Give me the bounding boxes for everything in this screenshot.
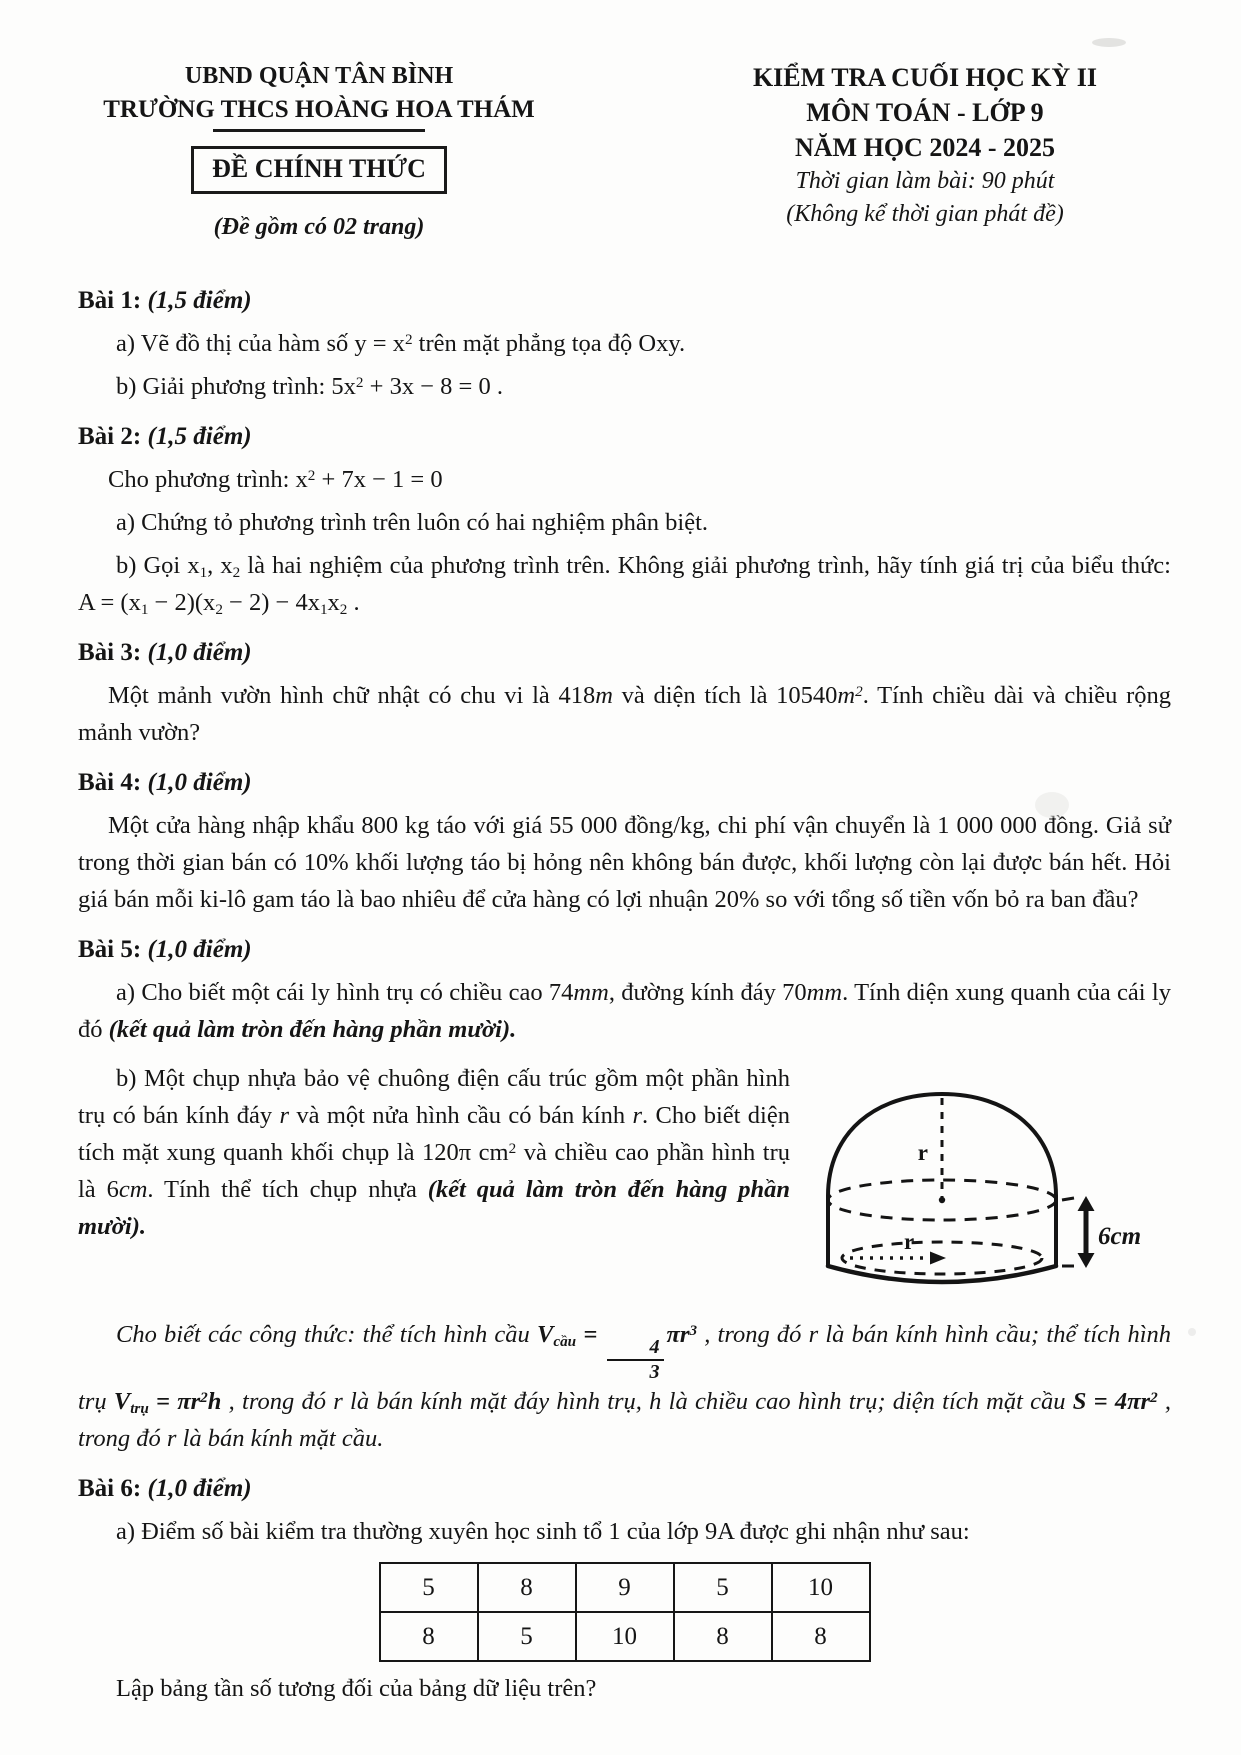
score-cell: 10	[576, 1612, 674, 1661]
exam-header	[0, 0, 1241, 241]
radius-label-bottom: r	[904, 1229, 915, 1254]
problem-2a: a) Chứng tỏ phương trình trên luôn có hai nghiệm phân biệt.	[116, 509, 709, 536]
score-cell: 8	[478, 1563, 576, 1612]
bell-cover-figure	[804, 1088, 1162, 1310]
center-dot	[939, 1197, 945, 1203]
problem-5-heading: Bài 5: (1,0 điểm)	[78, 936, 252, 963]
score-cell: 5	[674, 1563, 772, 1612]
score-row-2	[380, 1612, 870, 1661]
tick-top	[1062, 1198, 1074, 1200]
formulas-note: Cho biết các công thức: thể tích hình cầu $V_{cầu}$ = $\frac{4}{3}$ $\pi r^3$ , trong đó r là bán kính hình cầu; thể tích hình trụ $V_{trụ} = \pi r^2h$ , trong đó r là bán kính mặt đáy hình trụ, h là chiều cao hình trụ; diện tích mặt cầu $S = 4\pi r^2$ , trong đó r là bán kính mặt cầu.	[78, 1321, 1172, 1453]
official-exam-box: ĐỀ CHÍNH THỨC	[191, 146, 447, 194]
height-arrowhead-down	[1078, 1253, 1095, 1268]
scan-artifact	[1035, 792, 1069, 818]
scan-artifact	[1092, 38, 1126, 47]
problem-4-text: Một cửa hàng nhập khẩu 800 kg táo với giá 55 000 đồng/kg, chi phí vận chuyển là 1 000 000 đồng. Giả sử trong thời gian bán có 10% khối lượng táo bị hỏng nên không bán được, khối lượng còn lại được bán hết. Hỏi giá bán mỗi ki-lô gam táo là bao nhiêu để cửa hàng có lợi nhuận 20% so với tổng số tiền vốn bỏ ra ban đầu?	[78, 812, 1171, 913]
header-right	[651, 60, 1199, 241]
problem-3-text: Một mảnh vườn hình chữ nhật có chu vi là 418m và diện tích là $10540m^2$. Tính chiều dài và chiều rộng mảnh vườn?	[78, 682, 1171, 746]
height-label: 6cm	[1098, 1223, 1142, 1250]
problem-4-heading: Bài 4: (1,0 điểm)	[78, 769, 252, 796]
exam-title: KIỂM TRA CUỐI HỌC KỲ II	[752, 63, 1098, 92]
problem-2-heading: Bài 2: (1,5 điểm)	[78, 423, 252, 450]
exam-duration-note: (Không kể thời gian phát đề)	[786, 201, 1064, 227]
score-cell: 5	[478, 1612, 576, 1661]
problem-6-heading: Bài 6: (1,0 điểm)	[78, 1475, 252, 1503]
problem-6a: a) Điểm số bài kiểm tra thường xuyên học sinh tổ 1 của lớp 9A được ghi nhận như sau:	[116, 1518, 970, 1546]
school-name: TRƯỜNG THCS HOÀNG HOA THÁM	[103, 96, 535, 123]
exam-year: NĂM HỌC 2024 - 2025	[795, 133, 1055, 162]
problem-6-closing: Lập bảng tần số tương đối của bảng dữ liệu trên?	[116, 1675, 597, 1703]
exam-duration: Thời gian làm bài: 90 phút	[795, 168, 1055, 194]
problem-5b-row	[78, 1054, 1171, 1310]
score-cell: 8	[674, 1612, 772, 1661]
score-cell: 10	[772, 1563, 870, 1612]
score-cell: 8	[772, 1612, 870, 1661]
score-cell: 8	[380, 1612, 478, 1661]
exam-subject: MÔN TOÁN - LỚP 9	[806, 98, 1044, 127]
issuer-name: UBND QUẬN TÂN BÌNH	[184, 63, 454, 89]
problem-5b: b) Một chụp nhựa bảo vệ chuông điện cấu trúc gồm một phần hình trụ có bán kính đáy r và một nửa hình cầu có bán kính r. Cho biết diện tích mặt xung quanh khối chụp là 120π $cm^2$ và chiều cao phần hình trụ là 6cm. Tính thể tích chụp nhựa (kết quả làm tròn đến hàng phần mười).	[78, 1065, 790, 1240]
bottom-radius-arrowhead	[930, 1252, 946, 1265]
dome-cylinder-diagram	[804, 1088, 1162, 1310]
radius-label-top: r	[917, 1140, 928, 1165]
problem-2b: b) Gọi $x_1$, $x_2$ là hai nghiệm của phương trình trên. Không giải phương trình, hãy tính giá trị của biểu thức: $A = (x_1 - 2)(x_2 - 2) - 4x_1x_2$ .	[78, 552, 1171, 618]
score-row-1	[380, 1563, 870, 1612]
official-box-wrap	[88, 132, 550, 194]
scan-artifact	[1188, 1328, 1196, 1336]
problem-3-heading: Bài 3: (1,0 điểm)	[78, 639, 252, 666]
problem-1a: a) Vẽ đồ thị của hàm số $y = x^2$ trên mặt phẳng tọa độ Oxy.	[116, 330, 686, 357]
problem-5a: a) Cho biết một cái ly hình trụ có chiều cao 74mm, đường kính đáy 70mm. Tính diện xung quanh của cái ly đó (kết quả làm tròn đến hàng phần mười).	[78, 979, 1171, 1043]
score-cell: 9	[576, 1563, 674, 1612]
header-left	[88, 60, 550, 241]
pages-note: (Đề gồm có 02 trang)	[213, 214, 425, 240]
problem-2-intro: Cho phương trình: $x^2 + 7x - 1 = 0$	[108, 466, 443, 493]
score-cell: 5	[380, 1563, 478, 1612]
problem-1b: b) Giải phương trình: $5x^2 + 3x - 8 = 0$ .	[116, 373, 503, 400]
problem-1-heading: Bài 1: (1,5 điểm)	[78, 287, 252, 314]
score-table	[379, 1562, 871, 1662]
exam-body	[0, 241, 1241, 1707]
height-arrowhead-up	[1078, 1196, 1095, 1211]
problem-5b-text-col	[78, 1054, 790, 1251]
